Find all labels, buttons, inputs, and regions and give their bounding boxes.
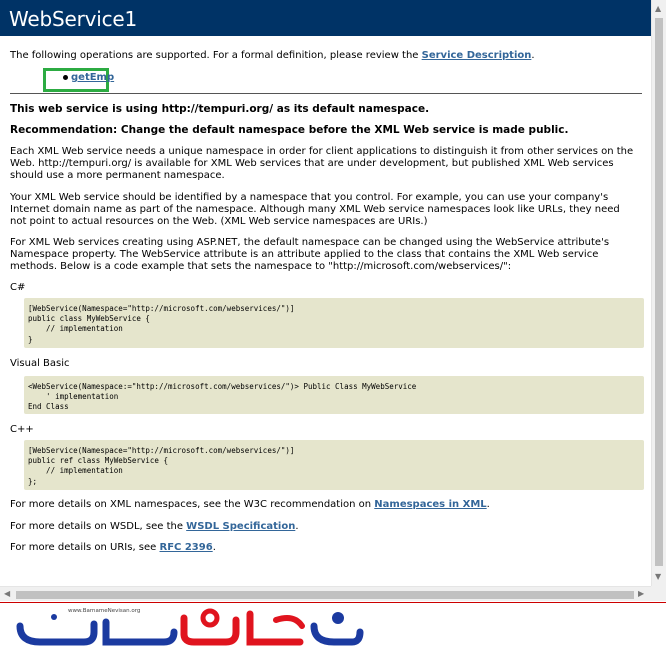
horizontal-scroll-thumb[interactable] [16, 591, 634, 599]
scroll-down-icon[interactable]: ▼ [655, 572, 662, 581]
scrollbar-corner [651, 586, 666, 601]
details-wsdl [10, 521, 638, 533]
operation-link-getemp[interactable]: getEmp [71, 72, 115, 83]
details-uris-text: For more details on URIs, see [10, 542, 160, 553]
recommendation-heading: Recommendation: Change the default namespace before the XML Web service is made public. [10, 124, 569, 136]
details-uris [10, 542, 638, 554]
wsdl-specification-link[interactable]: WSDL Specification [186, 521, 296, 532]
barnamenevisan-logo [14, 604, 364, 650]
scroll-up-icon[interactable]: ▲ [655, 4, 662, 13]
code-block-vb: <WebService(Namespace:="http://microsoft.com/webservices/")> Public Class MyWebService ' implementation End Class [24, 376, 644, 414]
horizontal-scrollbar[interactable] [0, 586, 651, 601]
service-description-link[interactable]: Service Description [421, 50, 532, 61]
details-namespaces-end: . [486, 499, 490, 510]
code-block-csharp: [WebService(Namespace="http://microsoft.com/webservices/")] public class MyWebService { // implementation } [24, 298, 644, 348]
details-wsdl-text: For more details on WSDL, see the [10, 521, 187, 532]
operation-highlight-box [43, 68, 115, 92]
code-language-vb: Visual Basic [10, 358, 70, 369]
details-wsdl-end: . [295, 521, 299, 532]
details-namespaces [10, 499, 638, 511]
namespaces-in-xml-link[interactable]: Namespaces in XML [374, 499, 487, 510]
divider [10, 93, 642, 94]
vertical-scroll-thumb[interactable] [655, 18, 663, 566]
rfc-2396-link[interactable]: RFC 2396 [159, 542, 213, 553]
namespace-notice: This web service is using http://tempuri.org/ as its default namespace. [10, 103, 430, 115]
vertical-scrollbar[interactable] [651, 0, 666, 586]
paragraph-aspnet: For XML Web services creating using ASP.NET, the default namespace can be changed using the WebService attribute's Namespace property. The WebService attribute is an attribute applied to the class that contains the XML Web service methods. Below is a code example that sets the namespace to "http://microsoft.com/webservices/": [10, 237, 610, 272]
intro-end: . [531, 50, 535, 61]
footer-divider [0, 602, 666, 603]
page-header [0, 0, 651, 36]
intro-label: The following operations are supported. For a formal definition, please review the [10, 50, 422, 61]
bullet-icon [63, 75, 68, 80]
page-title: WebService1 [9, 7, 138, 31]
scroll-left-icon[interactable]: ◀ [4, 589, 11, 598]
intro-text [10, 50, 642, 62]
code-language-csharp: C# [10, 282, 26, 293]
details-namespaces-text: For more details on XML namespaces, see the W3C recommendation on [10, 499, 375, 510]
code-block-cpp: [WebService(Namespace="http://microsoft.com/webservices/")] public ref class MyWebService { // implementation }; [24, 440, 644, 490]
code-language-cpp: C++ [10, 424, 34, 435]
paragraph-unique-namespace: Each XML Web service needs a unique namespace in order for client applications to distinguish it from other services on the Web. http://tempuri.org/ is available for XML Web services that are under development, but published XML Web services should use a more permanent namespace. [10, 146, 634, 181]
logo-url-text: www.BarnameNevisan.org [68, 608, 141, 614]
paragraph-identify-namespace: Your XML Web service should be identified by a namespace that you control. For example, you can use your company's Internet domain name as part of the namespace. Although many XML Web service namespaces look like URLs, they need not point to actual resources on the Web. (XML Web service namespaces are URIs.) [10, 192, 620, 227]
scroll-right-icon[interactable]: ▶ [638, 589, 645, 598]
details-uris-end: . [212, 542, 216, 553]
